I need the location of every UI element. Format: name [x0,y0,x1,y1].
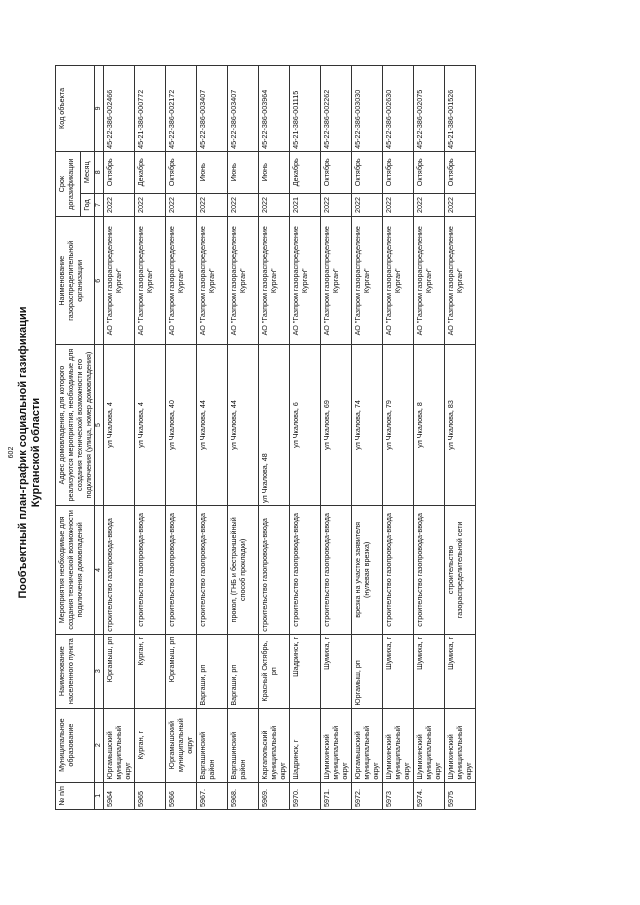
cell-org: АО "Газпром газораспределение Курган" [352,217,383,345]
column-number: 1 [95,782,104,809]
cell-municipality: Варгашинский район [197,708,228,782]
cell-month: Октябрь [104,151,135,193]
cell-year: 2022 [197,193,228,217]
cell-org: АО "Газпром газораспределение Курган" [290,217,321,345]
cell-num: 5975 [445,782,476,809]
cell-settlement: Шумиха, г [445,634,476,708]
cell-municipality: Шадринск, г [290,708,321,782]
gasification-table [55,65,476,810]
cell-address: ул Чкалова, 4 [135,345,166,506]
cell-measure: строительство газопровода-ввода [166,505,197,634]
cell-num: 5969. [259,782,290,809]
cell-code: 45-22-386-003407 [197,66,228,152]
cell-org: АО "Газпром газораспределение Курган" [321,217,352,345]
column-number: 6 [95,217,104,345]
cell-municipality: Юргамышский муниципальный округ [166,708,197,782]
cell-num: 5967. [197,782,228,809]
cell-measure: строительство газопровода-ввода [383,505,414,634]
cell-code: 45-22-386-003030 [352,66,383,152]
cell-address: ул Чкалова, 74 [352,345,383,506]
cell-address: ул Чкалова, 6 [290,345,321,506]
cell-municipality: Шумихинский муниципальный округ [383,708,414,782]
cell-month: Октябрь [352,151,383,193]
cell-year: 2022 [166,193,197,217]
cell-month: Октябрь [383,151,414,193]
cell-address: ул Чкалова, 40 [166,345,197,506]
column-number: 8 [95,151,104,193]
cell-address: ул Чкалова, 83 [445,345,476,506]
cell-settlement: Юргамыш, рп [352,634,383,708]
cell-code: 45-22-386-002262 [321,66,352,152]
cell-code: 45-21-386-001526 [445,66,476,152]
cell-num: 5966 [166,782,197,809]
cell-settlement: Шумиха, г [414,634,445,708]
cell-num: 5964 [104,782,135,809]
cell-year: 2022 [228,193,259,217]
cell-settlement: Шадринск, г [290,634,321,708]
document-title [17,0,43,905]
cell-address: ул Чкалова, 48 [259,345,290,506]
cell-org: АО "Газпром газораспределение Курган" [228,217,259,345]
cell-measure: строительство газопровода-ввода [290,505,321,634]
cell-code: 45-22-386-002172 [166,66,197,152]
cell-municipality: Шумихинский муниципальный округ [321,708,352,782]
column-number: 5 [95,345,104,506]
cell-address: ул Чкалова, 79 [383,345,414,506]
cell-municipality: Юргамышский муниципальный округ [352,708,383,782]
cell-municipality: Шумихинский муниципальный округ [414,708,445,782]
cell-org: АО "Газпром газораспределение Курган" [166,217,197,345]
cell-org: АО "Газпром газораспределение Курган" [259,217,290,345]
cell-address: ул Чкалова, 4 [104,345,135,506]
cell-settlement: Шумиха, г [321,634,352,708]
cell-address: ул Чкалова, 44 [228,345,259,506]
column-number: 7 [95,193,104,217]
table-row [383,66,414,810]
table-row [290,66,321,810]
cell-municipality: Курган, г [135,708,166,782]
cell-settlement: Курган, г [135,634,166,708]
cell-num: 5965 [135,782,166,809]
cell-address: ул Чкалова, 69 [321,345,352,506]
header-num: № п/п [56,782,95,809]
table-row [104,66,135,810]
cell-code: 45-22-386-002630 [383,66,414,152]
column-number: 3 [95,634,104,708]
cell-measure: прокол, (ГНБ и бестраншейный способ прокладки) [228,505,259,634]
cell-settlement: Юргамыш, рп [166,634,197,708]
cell-settlement: Красный Октябрь, рп [259,634,290,708]
cell-measure: строительство газопровода-ввода [197,505,228,634]
table-row [445,66,476,810]
column-number: 9 [95,66,104,152]
table-row [352,66,383,810]
cell-month: Июнь [228,151,259,193]
cell-settlement: Юргамыш, рп [104,634,135,708]
cell-code: 45-21-386-001115 [290,66,321,152]
table-row [197,66,228,810]
cell-num: 5968. [228,782,259,809]
cell-municipality: Шумихинский муниципальный округ [445,708,476,782]
header-row [56,66,81,810]
cell-measure: строительство газопровода-ввода [259,505,290,634]
cell-num: 5970. [290,782,321,809]
cell-year: 2022 [259,193,290,217]
column-number: 2 [95,708,104,782]
page-number: 602 [8,446,15,459]
cell-org: АО "Газпром газораспределение Курган" [135,217,166,345]
header-org: Наименование газораспределительной организации [56,217,95,345]
title-line-2: Курганской области [30,397,42,508]
header-year: Год [80,193,94,217]
cell-month: Декабрь [290,151,321,193]
title-line-1: Пообъектный план-график социальной газификации [17,306,29,599]
cell-year: 2022 [352,193,383,217]
cell-month: Октябрь [414,151,445,193]
table-row [414,66,445,810]
cell-settlement: Варгаши, рп [197,634,228,708]
cell-measure: строительство газопровода-ввода [135,505,166,634]
cell-settlement: Варгаши, рп [228,634,259,708]
cell-year: 2022 [414,193,445,217]
cell-month: Октябрь [445,151,476,193]
header-code: Код объекта [56,66,95,152]
cell-measure: строительство газораспределительной сети [445,505,476,634]
cell-municipality: Каргапольский муниципальный округ [259,708,290,782]
table-row [321,66,352,810]
cell-code: 45-22-386-002466 [104,66,135,152]
header-address: Адрес домовладения, для которого реализуются мероприятия, необходимые для создания технической возможности его подключения (улица, номер домовладения) [56,345,95,506]
cell-org: АО "Газпром газораспределение Курган" [445,217,476,345]
header-municipality: Муниципальное образование [56,708,95,782]
header-deadline: Срок догазификации [56,151,81,217]
cell-code: 45-22-386-002075 [414,66,445,152]
cell-measure: строительство газопровода-ввода [414,505,445,634]
table-row [228,66,259,810]
cell-code: 45-21-386-000772 [135,66,166,152]
cell-measure: строительство газопровода-ввода [104,505,135,634]
cell-year: 2021 [290,193,321,217]
cell-municipality: Варгашинский район [228,708,259,782]
cell-num: 5971. [321,782,352,809]
cell-code: 45-22-386-003964 [259,66,290,152]
table-row [166,66,197,810]
cell-month: Октябрь [166,151,197,193]
cell-settlement: Шумиха, г [383,634,414,708]
cell-num: 5973 [383,782,414,809]
cell-month: Декабрь [135,151,166,193]
cell-year: 2022 [445,193,476,217]
table-row [259,66,290,810]
cell-org: АО "Газпром газораспределение Курган" [197,217,228,345]
cell-measure: врезка на участке заявителя (нулевая врезка) [352,505,383,634]
column-number: 4 [95,505,104,634]
cell-address: ул Чкалова, 8 [414,345,445,506]
column-number-row [95,66,104,810]
cell-month: Октябрь [321,151,352,193]
cell-code: 45-22-386-003407 [228,66,259,152]
header-measures: Мероприятия необходимые для создания технической возможности подключения домовладений [56,505,95,634]
cell-measure: строительство газопровода-ввода [321,505,352,634]
cell-municipality: Юргамышский муниципальный округ [104,708,135,782]
cell-org: АО "Газпром газораспределение Курган" [383,217,414,345]
cell-year: 2022 [135,193,166,217]
cell-num: 5972. [352,782,383,809]
cell-year: 2022 [321,193,352,217]
table-row [135,66,166,810]
cell-num: 5974. [414,782,445,809]
header-settlement: Наименование населенного пункта [56,634,95,708]
header-month: Месяц [80,151,94,193]
cell-year: 2022 [383,193,414,217]
cell-month: Июнь [197,151,228,193]
cell-month: Июнь [259,151,290,193]
cell-year: 2022 [104,193,135,217]
cell-org: АО "Газпром газораспределение Курган" [414,217,445,345]
cell-org: АО "Газпром газораспределение Курган" [104,217,135,345]
cell-address: ул Чкалова, 44 [197,345,228,506]
